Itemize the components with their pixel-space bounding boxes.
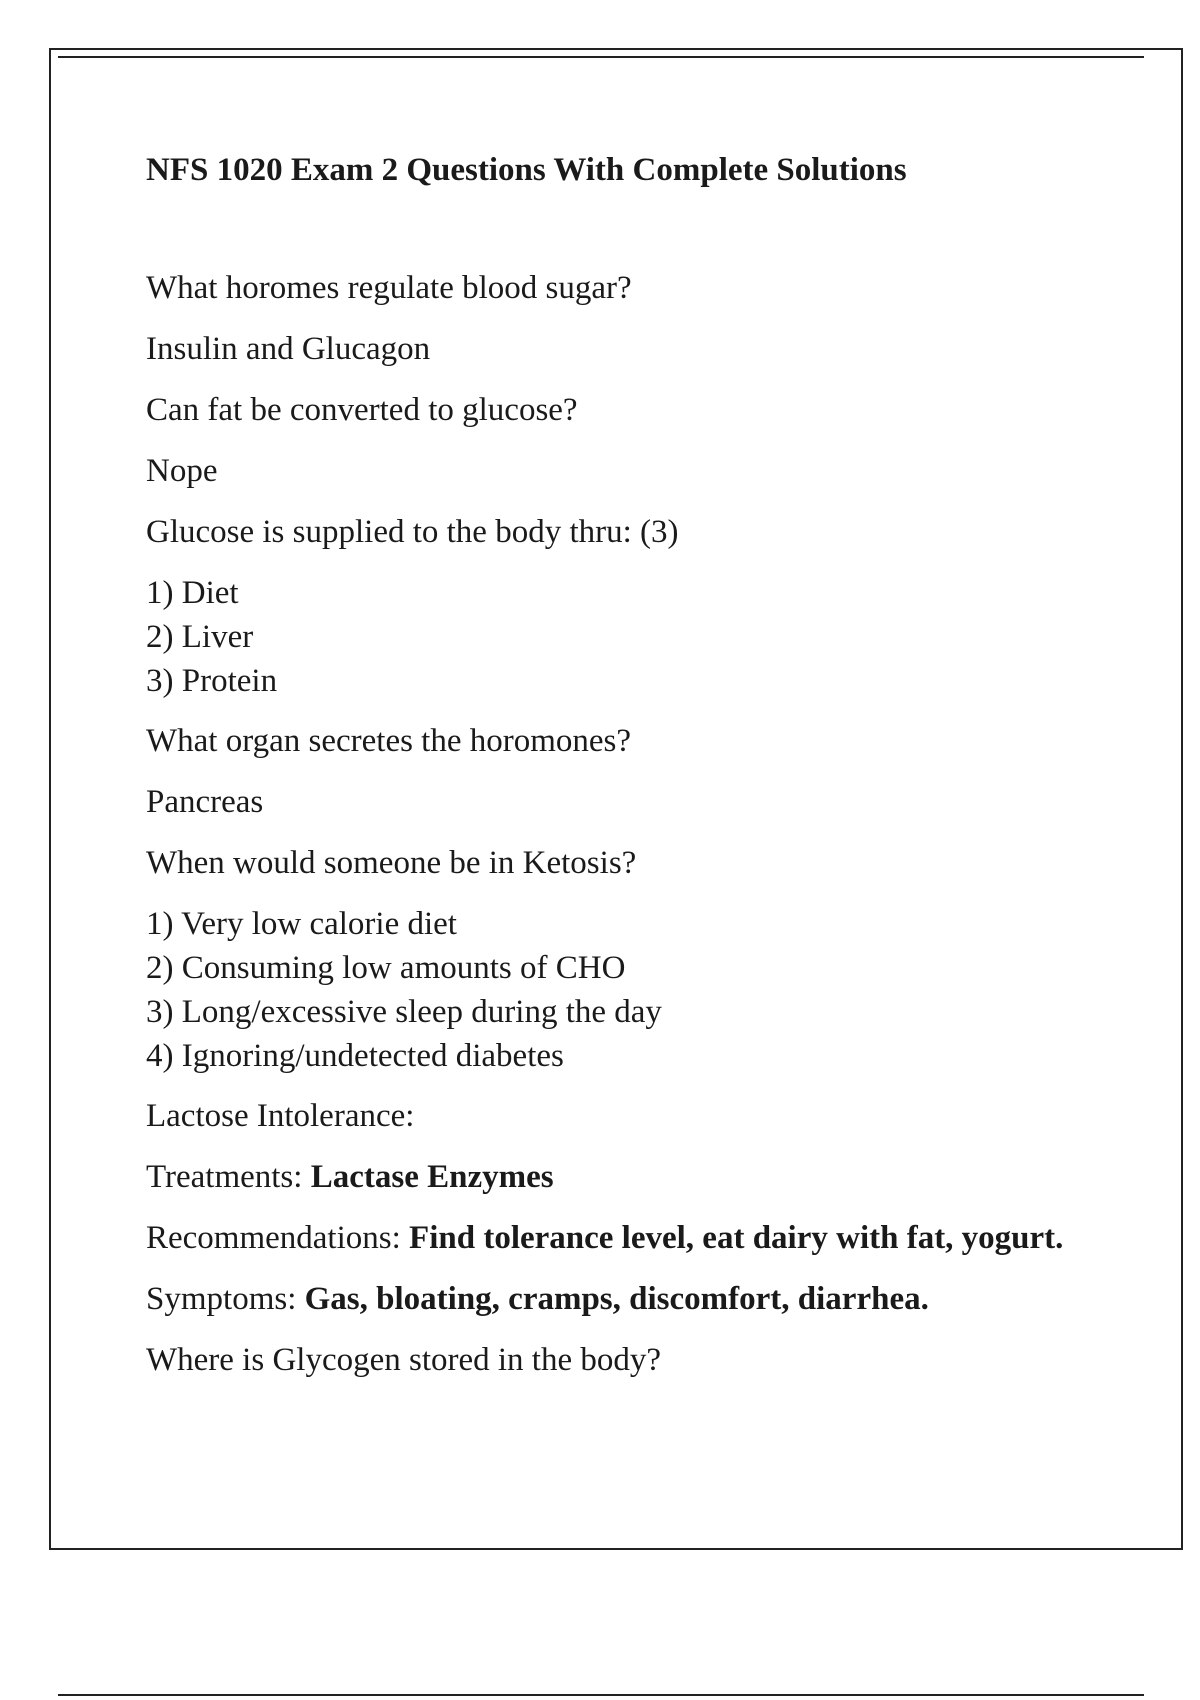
document-body [146,138,1066,1383]
question-6: Lactose Intolerance: [146,1098,415,1134]
answer-5-list [146,902,1066,1078]
list-item: 2) Liver [146,619,254,655]
question-4: What organ secretes the horomones? [146,723,632,759]
list-item: 3) Long/excessive sleep during the day [146,994,662,1030]
list-item: 4) Ignoring/undetected diabetes [146,1038,564,1074]
answer-3-list [146,571,1066,703]
list-item: 1) Very low calorie diet [146,906,457,942]
answer-2: Nope [146,453,218,489]
document-title: NFS 1020 Exam 2 Questions With Complete Solutions [146,152,907,188]
treatments-label: Treatments: [146,1159,311,1195]
list-item: 3) Protein [146,663,278,699]
question-1: What horomes regulate blood sugar? [146,270,632,306]
list-item: 2) Consuming low amounts of CHO [146,950,626,986]
question-7: Where is Glycogen stored in the body? [146,1342,662,1378]
treatments-line [146,1155,1066,1200]
list-item: 1) Diet [146,575,239,611]
answer-1: Insulin and Glucagon [146,331,431,367]
answer-4: Pancreas [146,784,264,820]
question-3: Glucose is supplied to the body thru: (3) [146,514,679,550]
recommendations-label: Recommendations: [146,1220,410,1256]
symptoms-line [146,1277,1066,1322]
symptoms-label: Symptoms: [146,1281,305,1317]
symptoms-value: Gas, bloating, cramps, discomfort, diarrhea. [304,1281,929,1317]
question-5: When would someone be in Ketosis? [146,845,637,881]
recommendations-line [146,1216,1066,1261]
question-2: Can fat be converted to glucose? [146,392,578,428]
treatments-value: Lactase Enzymes [310,1159,554,1195]
recommendations-value: Find tolerance level, eat dairy with fat, yogurt. [409,1220,1064,1256]
bottom-rule [58,1694,1144,1696]
